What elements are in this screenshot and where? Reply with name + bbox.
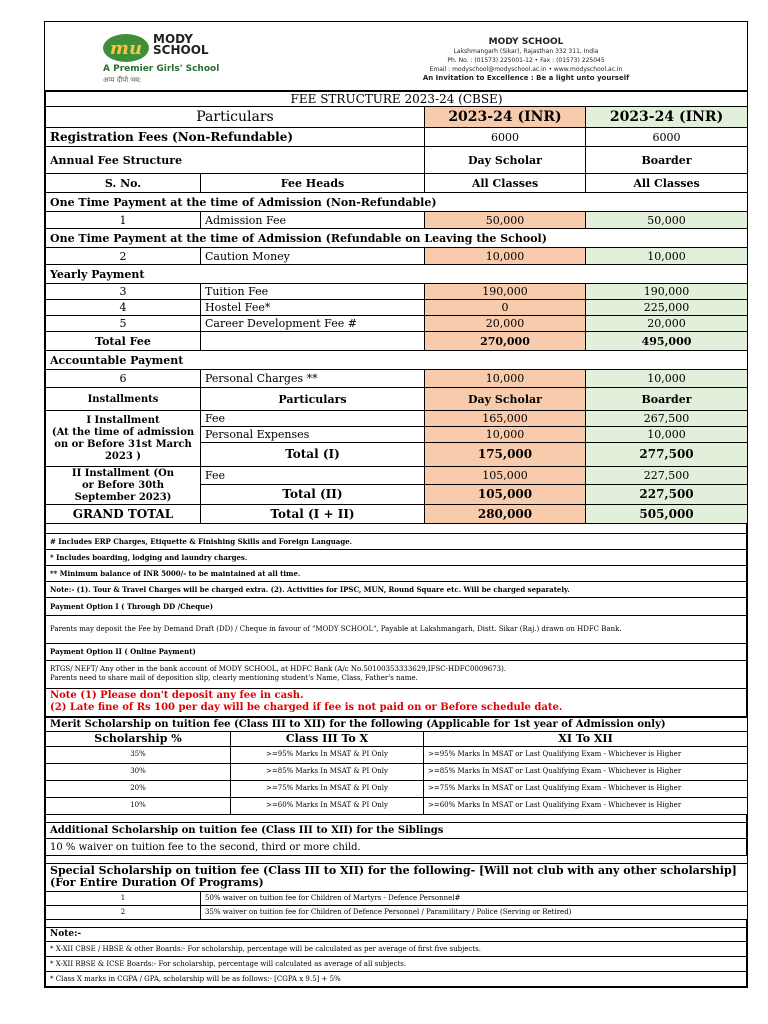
- merit-title: Merit Scholarship on tuition fee (Class III to XII) for the following (Applicable for 1st year of Admission only): [46, 717, 748, 731]
- all-classes-day: All Classes: [425, 174, 586, 193]
- grand-total-boarder: 505,000: [586, 505, 748, 524]
- merit-row-pct: 35%: [46, 746, 231, 763]
- section-accountable: Accountable Payment: [46, 351, 748, 370]
- particulars-header: Particulars: [46, 107, 425, 128]
- special-title-line1: Special Scholarship on tuition fee (Class III to XII) for the following- [Will not club with any other scholarship]: [50, 864, 737, 877]
- inst-boarder-header: Boarder: [586, 388, 748, 411]
- final-note-cgpa: * Class X marks in CGPA / GPA, scholarship will be as follows:- [CGPA x 9.5] + 5%: [46, 972, 747, 987]
- logo-name-line1: MODY: [153, 32, 193, 46]
- fee-row-boarder: 10,000: [586, 248, 748, 265]
- cash-warning-line1: Note (1) Please don't deposit any fee in cash.: [50, 690, 304, 701]
- merit-xi-header: XI To XII: [424, 731, 748, 746]
- fee-row-head: Caution Money: [201, 248, 425, 265]
- merit-row-pct: 30%: [46, 763, 231, 780]
- first-installment-line2: (At the time of admission: [51, 426, 195, 438]
- first-installment-label: [46, 411, 201, 467]
- fee-row-sno: 1: [46, 212, 201, 229]
- school-address: Lakshmangarh (Sikar), Rajasthan 332 311, India: [453, 48, 599, 55]
- inst1-personal-label: Personal Expenses: [201, 427, 425, 443]
- logo-motto: अप्प दीपो भव:: [103, 76, 142, 84]
- grand-total-particulars: Total (I + II): [201, 505, 425, 524]
- special-scholarship-table: [45, 856, 748, 920]
- merit-row-xi: >=95% Marks In MSAT or Last Qualifying Exam - Whichever is Higher: [424, 746, 748, 763]
- sibling-gap: [46, 815, 747, 823]
- total-fee-day: 270,000: [425, 332, 586, 351]
- registration-label: Registration Fees (Non-Refundable): [46, 128, 425, 147]
- school-email: Email : modyschool@modyschool.ac.in • www.modyschool.ac.in: [429, 66, 623, 73]
- note-boarding: * Includes boarding, lodging and laundry charges.: [46, 549, 747, 565]
- total1-boarder: 277,500: [586, 443, 748, 467]
- total2-label: Total (II): [201, 485, 425, 505]
- year-header-day: 2023-24 (INR): [425, 107, 586, 128]
- section-yearly: Yearly Payment: [46, 265, 748, 284]
- logo-name-line2: SCHOOL: [153, 43, 209, 57]
- fee-row-day: 190,000: [425, 284, 586, 300]
- school-invitation: An Invitation to Excellence : Be a light unto yourself: [422, 74, 630, 82]
- fee-row-day: 20,000: [425, 316, 586, 332]
- school-logo-name: [153, 34, 209, 56]
- all-classes-boarder: All Classes: [586, 174, 748, 193]
- merit-row-pct: 20%: [46, 780, 231, 797]
- fee-heads-header: Fee Heads: [201, 174, 425, 193]
- total1-label: Total (I): [201, 443, 425, 467]
- special-row-sno: 2: [46, 905, 201, 919]
- total1-day: 175,000: [425, 443, 586, 467]
- fee-row-boarder: 20,000: [586, 316, 748, 332]
- fee-row-day: 10,000: [425, 370, 586, 388]
- special-gap: [46, 856, 748, 863]
- fee-row-head: Hostel Fee*: [201, 300, 425, 316]
- fee-row-day: 10,000: [425, 248, 586, 265]
- merit-row-xi: >=60% Marks In MSAT or Last Qualifying Exam - Whichever is Higher: [424, 797, 748, 814]
- fee-row-head: Personal Charges **: [201, 370, 425, 388]
- total-fee-boarder: 495,000: [586, 332, 748, 351]
- fee-row-day: 50,000: [425, 212, 586, 229]
- final-note-rbse: * X-XII RBSE & ICSE Boards:- For scholarship, percentage will calculated as average of all subjects.: [46, 957, 747, 972]
- school-logo-mark: mu: [103, 34, 149, 62]
- inst2-fee-day: 105,000: [425, 467, 586, 485]
- note-minimum-balance: ** Minimum balance of INR 5000/- to be maintained at all time.: [46, 565, 747, 581]
- fee-row-sno: 6: [46, 370, 201, 388]
- second-installment-line1: II Installment (On: [71, 467, 175, 479]
- fee-row-sno: 5: [46, 316, 201, 332]
- registration-boarder: 6000: [586, 128, 748, 147]
- fee-row-sno: 2: [46, 248, 201, 265]
- grand-total-day: 280,000: [425, 505, 586, 524]
- merit-iii-header: Class III To X: [231, 731, 424, 746]
- fee-table: [45, 91, 748, 524]
- payment-option-2-title: Payment Option II ( Online Payment): [46, 643, 747, 660]
- merit-row-iii: >=85% Marks In MSAT & PI Only: [231, 763, 424, 780]
- merit-row-iii: >=60% Marks In MSAT & PI Only: [231, 797, 424, 814]
- final-notes-table: [45, 920, 747, 988]
- special-title-line2: (For Entire Duration Of Programs): [50, 876, 264, 889]
- total2-day: 105,000: [425, 485, 586, 505]
- fee-row-sno: 4: [46, 300, 201, 316]
- fee-row-day: 0: [425, 300, 586, 316]
- special-row-text: 35% waiver on tuition fee for Children of Defence Personnel / Paramilitary / Police (Serving or Retired): [201, 905, 748, 919]
- fee-row-boarder: 50,000: [586, 212, 748, 229]
- inst-day-header: Day Scholar: [425, 388, 586, 411]
- merit-row-iii: >=75% Marks In MSAT & PI Only: [231, 780, 424, 797]
- final-notes-title: Note:-: [46, 928, 747, 942]
- fee-structure-sheet: [44, 21, 748, 988]
- fee-row-sno: 3: [46, 284, 201, 300]
- inst1-personal-boarder: 10,000: [586, 427, 748, 443]
- fee-row-boarder: 10,000: [586, 370, 748, 388]
- annual-fee-label: Annual Fee Structure: [46, 147, 425, 174]
- note-tour-charges: Note:- (1). Tour & Travel Charges will be charged extra. (2). Activities for IPSC, MUN, Round Square etc. Will be charged separately.: [46, 581, 747, 597]
- year-header-boarder: 2023-24 (INR): [586, 107, 748, 128]
- grand-total-label: GRAND TOTAL: [46, 505, 201, 524]
- school-name: MODY SCHOOL: [488, 37, 564, 47]
- section-nonrefundable: One Time Payment at the time of Admission (Non-Refundable): [46, 193, 748, 212]
- final-notes-gap: [46, 920, 747, 928]
- total-fee-label: Total Fee: [46, 332, 201, 351]
- merit-row-pct: 10%: [46, 797, 231, 814]
- cash-warning: [46, 688, 747, 716]
- notes-table: [45, 524, 747, 717]
- installments-header: Installments: [46, 388, 201, 411]
- school-phone: Ph. No. : (01573) 225001-12 • Fax : (01573) 225045: [447, 57, 605, 64]
- fee-row-head: Admission Fee: [201, 212, 425, 229]
- total-fee-spacer: [201, 332, 425, 351]
- sno-header: S. No.: [46, 174, 201, 193]
- first-installment-line4: 2023 ): [104, 450, 142, 462]
- payment-option-2-line1: RTGS/ NEFT/ Any other in the bank account of MODY SCHOOL, at HDFC Bank (A/c No.50100353333629,IFSC-HDFC0009673).: [50, 665, 507, 673]
- fee-row-boarder: 225,000: [586, 300, 748, 316]
- payment-option-2-text: [46, 660, 747, 688]
- payment-option-1-text: Parents may deposit the Fee by Demand Draft (DD) / Cheque in favour of "MODY SCHOOL", Payable at Lakshmangarh, Distt. Sikar (Raj.) drawn on HDFC Bank.: [46, 615, 747, 643]
- inst2-fee-boarder: 227,500: [586, 467, 748, 485]
- special-row-text: 50% waiver on tuition fee for Children of Martyrs - Defence Personnel#: [201, 891, 748, 905]
- fee-title: FEE STRUCTURE 2023-24 (CBSE): [46, 92, 748, 107]
- fee-row-boarder: 190,000: [586, 284, 748, 300]
- inst-particulars-header: Particulars: [201, 388, 425, 411]
- merit-scholarship-table: [45, 717, 748, 815]
- inst2-fee-label: Fee: [201, 467, 425, 485]
- special-title: [46, 863, 748, 891]
- merit-row-xi: >=85% Marks In MSAT or Last Qualifying Exam - Whichever is Higher: [424, 763, 748, 780]
- section-refundable: One Time Payment at the time of Admission (Refundable on Leaving the School): [46, 229, 748, 248]
- sibling-text: 10 % waiver on tuition fee to the second, third or more child.: [46, 839, 747, 856]
- inst1-personal-day: 10,000: [425, 427, 586, 443]
- day-scholar-header: Day Scholar: [425, 147, 586, 174]
- total2-boarder: 227,500: [586, 485, 748, 505]
- payment-option-2-line2: Parents need to share mail of deposition slip, clearly mentioning student's Name, Class, Father's name.: [50, 674, 418, 682]
- logo-tagline: A Premier Girls' School: [103, 64, 220, 74]
- first-installment-line1: I Installment: [86, 414, 160, 426]
- inst1-fee-day: 165,000: [425, 411, 586, 427]
- payment-option-1-title: Payment Option I ( Through DD /Cheque): [46, 597, 747, 615]
- special-row-sno: 1: [46, 891, 201, 905]
- sibling-scholarship-table: [45, 815, 747, 857]
- cash-warning-line2: (2) Late fine of Rs 100 per day will be charged if fee is not paid on or Before schedule date.: [50, 702, 563, 713]
- second-installment-line2: or Before 30th: [81, 479, 165, 491]
- first-installment-line3: on or Before 31st March: [54, 438, 192, 450]
- merit-row-xi: >=75% Marks In MSAT or Last Qualifying Exam - Whichever is Higher: [424, 780, 748, 797]
- merit-row-iii: >=95% Marks In MSAT & PI Only: [231, 746, 424, 763]
- final-note-cbse: * X-XII CBSE / HBSE & other Boards:- For scholarship, percentage will be calculated as per average of first five subjects.: [46, 942, 747, 957]
- registration-day: 6000: [425, 128, 586, 147]
- note-erp: # Includes ERP Charges, Etiquette & Finishing Skills and Foreign Language.: [46, 533, 747, 549]
- second-installment-line3: September 2023): [74, 491, 172, 503]
- sibling-title: Additional Scholarship on tuition fee (Class III to XII) for the Siblings: [46, 823, 747, 839]
- notes-gap: [46, 524, 747, 533]
- fee-row-head: Tuition Fee: [201, 284, 425, 300]
- inst1-fee-label: Fee: [201, 411, 425, 427]
- letterhead: [45, 22, 747, 91]
- boarder-header: Boarder: [586, 147, 748, 174]
- fee-row-head: Career Development Fee #: [201, 316, 425, 332]
- inst1-fee-boarder: 267,500: [586, 411, 748, 427]
- school-address-block: [401, 37, 651, 82]
- second-installment-label: [46, 467, 201, 505]
- merit-pct-header: Scholarship %: [46, 731, 231, 746]
